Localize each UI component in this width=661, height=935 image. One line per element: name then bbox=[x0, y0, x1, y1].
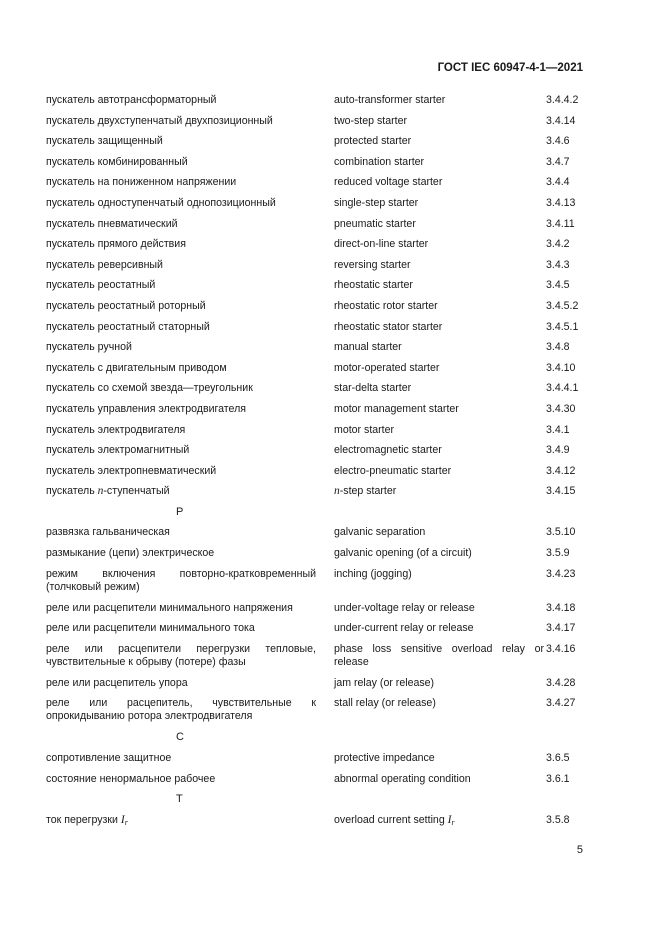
term-ru: пускатель автотрансформаторный bbox=[46, 94, 217, 106]
term-ru: реле или расцепители минимального напряжения bbox=[46, 601, 293, 614]
index-row bbox=[46, 424, 586, 445]
term-en: under-voltage relay or release bbox=[334, 601, 475, 614]
term-ref: 3.5.8 bbox=[546, 813, 570, 826]
index-row bbox=[46, 176, 586, 197]
term-en: n-step starter bbox=[334, 485, 397, 498]
term-ref: 3.4.5.2 bbox=[546, 299, 579, 312]
index-row bbox=[46, 444, 586, 465]
term-ru: сопротивление защитное bbox=[46, 752, 172, 765]
index-row bbox=[46, 218, 586, 239]
term-en: motor starter bbox=[334, 423, 395, 436]
index-row bbox=[46, 403, 586, 424]
term-ref: 3.4.14 bbox=[546, 114, 576, 127]
term-ru: пускатель электромагнитный bbox=[46, 444, 190, 457]
document-header: ГОСТ IEC 60947-4-1—2021 bbox=[437, 62, 583, 74]
term-ref: 3.4.9 bbox=[546, 444, 570, 457]
term-ru: пускатель с двигательным приводом bbox=[46, 361, 227, 374]
term-en: star-delta starter bbox=[334, 382, 412, 395]
term-en: motor-operated starter bbox=[334, 361, 440, 374]
term-ru: пускатель одноступенчатый однопозиционный bbox=[46, 196, 276, 209]
section-letter-r: Р bbox=[176, 505, 184, 518]
term-ref: 3.4.28 bbox=[546, 676, 576, 689]
index-row bbox=[46, 643, 586, 677]
term-ru: пускатель пневматический bbox=[46, 217, 178, 230]
index-row-n-step bbox=[46, 485, 586, 506]
index-row bbox=[46, 526, 586, 547]
term-en: rheostatic starter bbox=[334, 279, 413, 292]
term-ru: размыкание (цепи) электрическое bbox=[46, 547, 215, 560]
term-ref: 3.4.15 bbox=[546, 485, 576, 498]
term-ref: 3.4.17 bbox=[546, 622, 576, 635]
term-index bbox=[46, 94, 586, 834]
index-row bbox=[46, 697, 586, 731]
term-ru: пускатель электродвигателя bbox=[46, 423, 186, 436]
term-ref: 3.4.4 bbox=[546, 176, 570, 189]
index-row bbox=[46, 602, 586, 623]
group-p-entries bbox=[46, 94, 586, 485]
term-ru: пускатель прямого действия bbox=[46, 238, 186, 251]
term-ref: 3.4.16 bbox=[546, 642, 576, 655]
term-ru: пускатель n-ступенчатый bbox=[46, 485, 170, 498]
index-row bbox=[46, 156, 586, 177]
section-letter-t: Т bbox=[176, 793, 183, 806]
term-ru: режим включения повторно-кратковременный (толчковый режим) bbox=[46, 567, 316, 593]
index-row bbox=[46, 115, 586, 136]
term-ru: пускатель реостатный роторный bbox=[46, 299, 206, 312]
term-en: electromagnetic starter bbox=[334, 444, 442, 457]
term-ru: реле или расцепитель, чувствительные к опрокидыванию ротора электродвигателя bbox=[46, 697, 316, 723]
page-number: 5 bbox=[576, 844, 583, 856]
term-ref: 3.4.5.1 bbox=[546, 320, 579, 333]
term-ru: реле или расцепитель упора bbox=[46, 676, 188, 689]
term-ru: пускатель ручной bbox=[46, 341, 132, 354]
term-en: stall relay (or release) bbox=[334, 697, 436, 710]
index-row bbox=[46, 341, 586, 362]
term-ru: развязка гальваническая bbox=[46, 526, 170, 539]
term-ru: пускатель электропневматический bbox=[46, 464, 217, 477]
term-ref: 3.4.12 bbox=[546, 464, 576, 477]
term-en: under-current relay or release bbox=[334, 622, 474, 635]
term-en: inching (jogging) bbox=[334, 567, 412, 580]
index-row bbox=[46, 238, 586, 259]
term-ru: пускатель комбинированный bbox=[46, 155, 188, 168]
index-row bbox=[46, 568, 586, 602]
term-en: reduced voltage starter bbox=[334, 176, 443, 189]
term-ref: 3.4.10 bbox=[546, 361, 576, 374]
term-en: phase loss sensitive overload relay or release bbox=[334, 642, 544, 668]
index-row bbox=[46, 382, 586, 403]
term-en: combination starter bbox=[334, 155, 425, 168]
term-ru: пускатель двухступенчатый двухпозиционный bbox=[46, 114, 273, 127]
index-row bbox=[46, 279, 586, 300]
term-ru: пускатель реостатный статорный bbox=[46, 320, 210, 333]
term-en: pneumatic starter bbox=[334, 217, 416, 230]
index-row-overload-current bbox=[46, 814, 586, 835]
term-en: protected starter bbox=[334, 135, 412, 148]
term-ru: пускатель реостатный bbox=[46, 279, 156, 292]
term-en: protective impedance bbox=[334, 752, 435, 765]
term-ru: пускатель на пониженном напряжении bbox=[46, 176, 237, 189]
term-ref: 3.4.3 bbox=[546, 258, 570, 271]
term-ru: реле или расцепители минимального тока bbox=[46, 622, 255, 635]
term-ref: 3.4.4.2 bbox=[546, 94, 579, 106]
term-ref: 3.4.13 bbox=[546, 196, 576, 209]
term-ref: 3.6.5 bbox=[546, 752, 570, 765]
term-ref: 3.4.27 bbox=[546, 697, 576, 710]
index-row bbox=[46, 197, 586, 218]
term-ref: 3.4.6 bbox=[546, 135, 570, 148]
term-en: two-step starter bbox=[334, 114, 408, 127]
term-ru: пускатель со схемой звезда—треугольник bbox=[46, 382, 253, 395]
term-ru: состояние ненормальное рабочее bbox=[46, 772, 216, 785]
term-en: rheostatic rotor starter bbox=[334, 299, 438, 312]
section-letter-s: С bbox=[176, 731, 184, 744]
term-en: reversing starter bbox=[334, 258, 411, 271]
term-en: overload current setting $I_r$ bbox=[334, 813, 455, 827]
term-en: abnormal operating condition bbox=[334, 772, 471, 785]
term-ru: реле или расцепители перегрузки тепловые, чувствительные к обрыву (потере) фазы bbox=[46, 642, 316, 668]
term-en: manual starter bbox=[334, 341, 402, 354]
term-ref: 3.5.9 bbox=[546, 547, 570, 560]
term-ru: ток перегрузки $I_r$ bbox=[46, 813, 128, 827]
term-ref: 3.4.8 bbox=[546, 341, 570, 354]
term-ref: 3.4.23 bbox=[546, 567, 576, 580]
index-row bbox=[46, 547, 586, 568]
index-row bbox=[46, 259, 586, 280]
group-s-entries bbox=[46, 752, 586, 793]
term-ref: 3.4.18 bbox=[546, 601, 576, 614]
term-ref: 3.4.5 bbox=[546, 279, 570, 292]
index-row bbox=[46, 135, 586, 156]
index-row bbox=[46, 752, 586, 773]
term-ref: 3.4.30 bbox=[546, 402, 576, 415]
term-ref: 3.4.11 bbox=[546, 217, 575, 230]
term-en: rheostatic stator starter bbox=[334, 320, 443, 333]
term-ref: 3.6.1 bbox=[546, 772, 570, 785]
term-ref: 3.4.2 bbox=[546, 238, 570, 251]
term-en: electro-pneumatic starter bbox=[334, 464, 452, 477]
index-row bbox=[46, 773, 586, 794]
term-ref: 3.4.1 bbox=[546, 423, 570, 436]
term-ru: пускатель управления электродвигателя bbox=[46, 402, 246, 415]
index-row bbox=[46, 321, 586, 342]
index-row bbox=[46, 362, 586, 383]
term-ref: 3.5.10 bbox=[546, 526, 576, 539]
index-row bbox=[46, 300, 586, 321]
index-row bbox=[46, 677, 586, 698]
index-row bbox=[46, 465, 586, 486]
term-en: galvanic opening (of a circuit) bbox=[334, 547, 472, 560]
index-row bbox=[46, 622, 586, 643]
term-ref: 3.4.4.1 bbox=[546, 382, 579, 395]
term-en: single-step starter bbox=[334, 196, 419, 209]
term-en: galvanic separation bbox=[334, 526, 426, 539]
term-en: motor management starter bbox=[334, 402, 459, 415]
term-en: auto-transformer starter bbox=[334, 94, 446, 106]
term-en: direct-on-line starter bbox=[334, 238, 429, 251]
term-ru: пускатель реверсивный bbox=[46, 258, 163, 271]
term-ru: пускатель защищенный bbox=[46, 135, 163, 148]
group-r-entries bbox=[46, 526, 586, 731]
term-en: jam relay (or release) bbox=[334, 676, 435, 689]
index-row bbox=[46, 94, 586, 115]
term-ref: 3.4.7 bbox=[546, 155, 570, 168]
